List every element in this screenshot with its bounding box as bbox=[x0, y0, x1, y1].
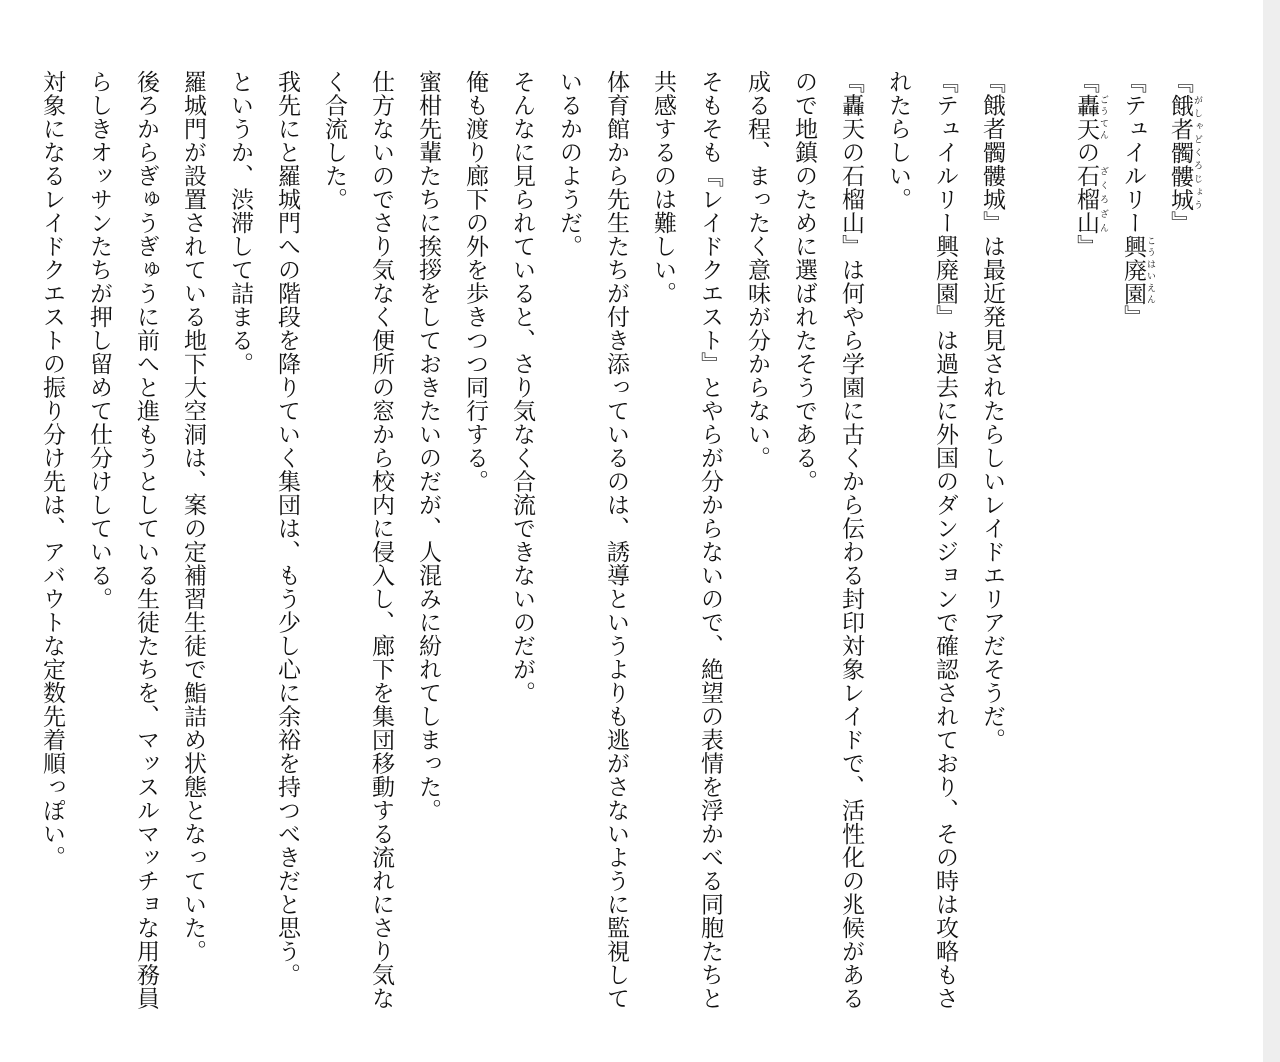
paragraph: そんなに見られていると、さり気なく合流できないのだが。 bbox=[509, 70, 535, 705]
title-line-tuileries: 『テュイルリー興廃園 こうはいえん』 bbox=[1120, 70, 1155, 329]
title-line-zakuro: 『轟天 ごうてんの石榴山 ざくろざん』 bbox=[1073, 70, 1108, 258]
paragraph: 成る程、まったく意味が分からない。 bbox=[744, 70, 770, 470]
paragraph: 『餓者髑髏城』は最近発見されたらしいレイドエリアだそうだ。 bbox=[979, 70, 1005, 752]
paragraph: 俺も渡り廊下の外を歩きつつ同行する。 bbox=[462, 70, 488, 493]
ruby-zakurozan: 石榴山 ざくろざん bbox=[1073, 164, 1108, 235]
paragraph: 蜜柑先輩たちに挨拶をしておきたいのだが、人混みに紛れてしまった。 bbox=[415, 70, 441, 822]
paragraph: 『轟天の石榴山』は何やら学園に古くから伝わる封印対象レイドで、活性化の兆候があるので地鎮のために選ばれたそうである。 bbox=[791, 70, 864, 1010]
section-spacer bbox=[1015, 70, 1062, 1010]
ruby-gouten: 轟天 ごうてん bbox=[1073, 93, 1108, 141]
paragraph: 羅城門が設置されている地下大空洞は、案の定補習生徒で鮨詰め状態となっていた。 bbox=[180, 70, 206, 963]
vertical-text-body bbox=[28, 70, 1203, 1010]
page-edge bbox=[1263, 0, 1280, 1062]
paragraph: 体育館から先生たちが付き添っているのは、誘導というよりも逃がさないように監視しているかのようだ。 bbox=[556, 70, 629, 1010]
paragraph: 仕方ないのでさり気なく便所の窓から校内に侵入し、廊下を集団移動する流れにさり気なく合流した。 bbox=[321, 70, 394, 1010]
paragraph: 対象になるレイドクエストの振り分け先は、アバウトな定数先着順っぽい。 bbox=[39, 70, 65, 869]
paragraph: 我先にと羅城門への階段を降りていく集団は、もう少し心に余裕を持つべきだと思う。 bbox=[274, 70, 300, 987]
paragraph: というか、渋滞して詰まる。 bbox=[227, 70, 253, 376]
paragraph: 『テュイルリー興廃園』は過去に外国のダンジョンで確認されており、その時は攻略もされたらしい。 bbox=[885, 70, 958, 1010]
paragraph: そもそも『レイドクエスト』とやらが分からないので、絶望の表情を浮かべる同胞たちと共感するのは難しい。 bbox=[650, 70, 723, 1010]
title-line-gashadokuro: 『餓者髑髏城 がしゃどくろじょう』 bbox=[1167, 70, 1202, 235]
paragraph: 後ろからぎゅうぎゅうに前へと進もうとしている生徒たちを、マッスルマッチョな用務員らしきオッサンたちが押し留めて仕分けしている。 bbox=[86, 70, 159, 1010]
ruby-kouhaien: 興廃園 こうはいえん bbox=[1120, 234, 1155, 305]
ruby-gashadokuro: 餓者髑髏城 がしゃどくろじょう bbox=[1167, 93, 1202, 211]
